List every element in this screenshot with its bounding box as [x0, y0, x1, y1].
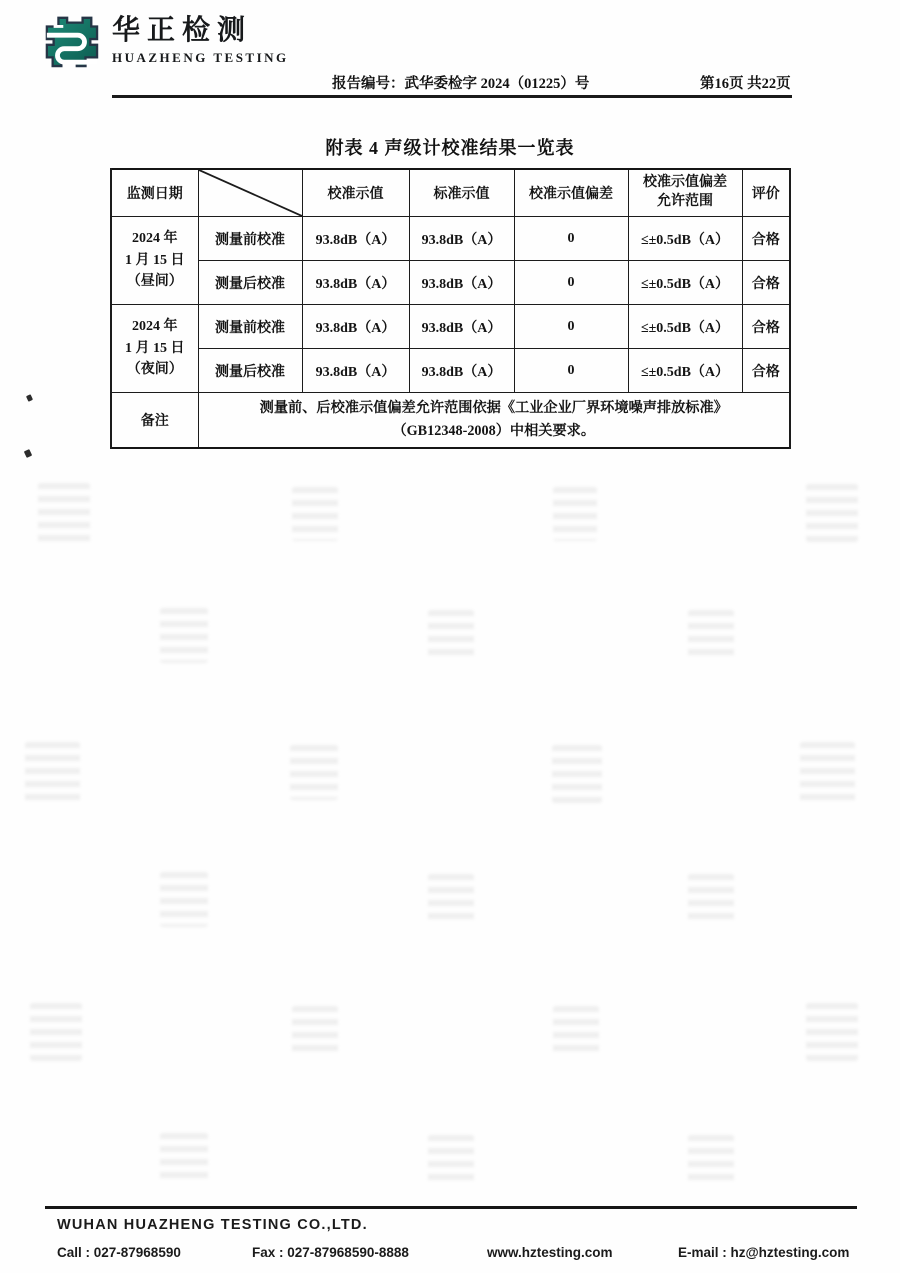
- logo-mark-icon: [40, 12, 102, 68]
- bleed-through-artifact: [553, 1006, 599, 1058]
- bleed-through-artifact: [800, 742, 855, 802]
- allowed-range-line1: 校准示值偏差: [643, 175, 727, 191]
- deviation-cell: 0: [514, 261, 628, 305]
- standard-value-cell: 93.8dB（A）: [409, 349, 514, 393]
- table-title: 附表 4 声级计校准结果一览表: [325, 138, 575, 158]
- date-line: 1 月 15 日: [125, 252, 185, 268]
- stage-cell: 测量后校准: [198, 349, 302, 393]
- table-row: [111, 217, 790, 261]
- ink-speck: [24, 449, 32, 458]
- remark-row: [111, 393, 790, 449]
- date-cell-night: [111, 305, 198, 393]
- evaluation-cell: 合格: [742, 349, 790, 393]
- col-header-evaluation: 评价: [742, 169, 790, 217]
- table-row: [111, 261, 790, 305]
- bleed-through-artifact: [38, 483, 90, 546]
- standard-value-cell: 93.8dB（A）: [409, 217, 514, 261]
- bleed-through-artifact: [290, 745, 338, 800]
- col-header-deviation: 校准示值偏差: [514, 169, 628, 217]
- calibration-value-cell: 93.8dB（A）: [302, 349, 409, 393]
- stage-cell: 测量前校准: [198, 305, 302, 349]
- brand-name-en: HUAZHENG TESTING: [112, 49, 289, 65]
- table-header-row: [111, 169, 790, 217]
- stage-cell: 测量前校准: [198, 217, 302, 261]
- standard-value-cell: 93.8dB（A）: [409, 305, 514, 349]
- deviation-cell: 0: [514, 305, 628, 349]
- bleed-through-artifact: [806, 1003, 858, 1061]
- bleed-through-artifact: [428, 874, 474, 926]
- date-line: 2024 年: [132, 318, 178, 334]
- allowed-range-cell: ≤±0.5dB（A）: [628, 261, 742, 305]
- footer-rule: [45, 1206, 857, 1209]
- table-row: [111, 349, 790, 393]
- bleed-through-artifact: [428, 1135, 474, 1185]
- company-logo: [40, 12, 289, 68]
- footer-company-name: WUHAN HUAZHENG TESTING CO.,LTD.: [57, 1217, 368, 1233]
- col-header-date: 监测日期: [111, 169, 198, 217]
- col-header-standard: 标准示值: [409, 169, 514, 217]
- remark-text: [198, 393, 790, 449]
- ink-speck: [26, 394, 33, 402]
- footer-email: E-mail : hz@hztesting.com: [678, 1245, 850, 1260]
- remark-line: （GB12348-2008）中相关要求。: [392, 423, 596, 439]
- date-cell-day: [111, 217, 198, 305]
- evaluation-cell: 合格: [742, 305, 790, 349]
- calibration-value-cell: 93.8dB（A）: [302, 261, 409, 305]
- allowed-range-cell: ≤±0.5dB（A）: [628, 305, 742, 349]
- header-rule: [112, 95, 792, 98]
- bleed-through-artifact: [160, 872, 208, 927]
- evaluation-cell: 合格: [742, 261, 790, 305]
- bleed-through-artifact: [160, 1133, 208, 1185]
- bleed-through-artifact: [30, 1003, 82, 1061]
- bleed-through-artifact: [688, 874, 734, 926]
- table-row: [111, 305, 790, 349]
- allowed-range-cell: ≤±0.5dB（A）: [628, 217, 742, 261]
- report-number: 报告编号：武华委检字 2024（01225）号: [332, 76, 590, 92]
- col-header-calibration: 校准示值: [302, 169, 409, 217]
- date-line: 2024 年: [132, 230, 178, 246]
- diagonal-line: [199, 170, 302, 216]
- footer-website: www.hztesting.com: [487, 1245, 613, 1260]
- bleed-through-artifact: [292, 487, 338, 541]
- standard-value-cell: 93.8dB（A）: [409, 261, 514, 305]
- evaluation-cell: 合格: [742, 217, 790, 261]
- bleed-through-artifact: [688, 610, 734, 662]
- remark-line: 测量前、后校准示值偏差允许范围依据《工业企业厂界环境噪声排放标准》: [259, 399, 728, 416]
- bleed-through-artifact: [553, 487, 597, 541]
- date-line: （夜间）: [126, 362, 183, 378]
- allowed-range-cell: ≤±0.5dB（A）: [628, 349, 742, 393]
- allowed-range-line2: 允许范围: [657, 194, 713, 209]
- footer-phone: Call : 027-87968590: [57, 1245, 181, 1260]
- bleed-through-artifact: [806, 484, 858, 542]
- date-line: 1 月 15 日: [125, 340, 185, 356]
- footer-fax: Fax : 027-87968590-8888: [252, 1245, 409, 1260]
- date-line: （昼间）: [126, 274, 183, 290]
- col-header-allowed-range: [628, 169, 742, 217]
- calibration-results-table: [110, 168, 791, 449]
- brand-name-cn: 华正检测: [112, 15, 253, 46]
- diagonal-header-cell: [198, 169, 302, 217]
- stage-cell: 测量后校准: [198, 261, 302, 305]
- bleed-through-artifact: [160, 608, 208, 663]
- page-number-info: 第16页 共22页: [700, 76, 791, 92]
- deviation-cell: 0: [514, 217, 628, 261]
- bleed-through-artifact: [688, 1135, 734, 1185]
- deviation-cell: 0: [514, 349, 628, 393]
- bleed-through-artifact: [552, 745, 602, 803]
- bleed-through-artifact: [428, 610, 474, 662]
- calibration-value-cell: 93.8dB（A）: [302, 305, 409, 349]
- bleed-through-artifact: [25, 742, 80, 802]
- calibration-value-cell: 93.8dB（A）: [302, 217, 409, 261]
- remark-label: 备注: [111, 393, 198, 449]
- brand-text: [112, 12, 289, 66]
- bleed-through-artifact: [292, 1006, 338, 1058]
